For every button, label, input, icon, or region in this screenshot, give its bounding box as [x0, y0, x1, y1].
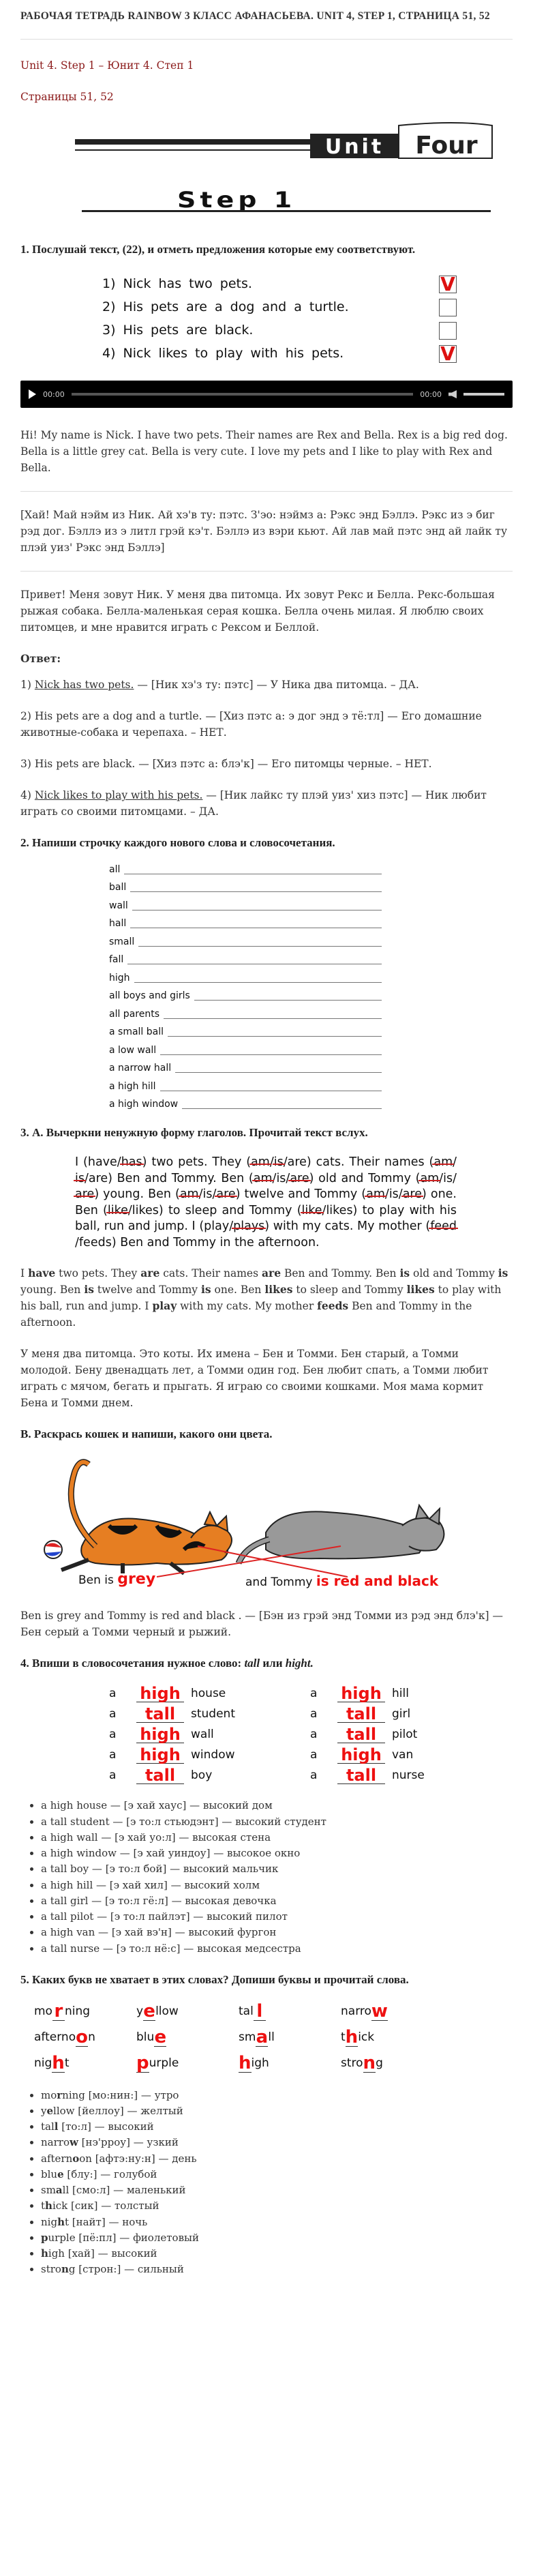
missing-letter: p — [136, 2052, 149, 2073]
word-line — [109, 1022, 513, 1041]
highlight-letter: o — [72, 2152, 80, 2165]
filled-word: high — [136, 1685, 184, 1702]
list-item: • small [смо:л] — маленький — [41, 2182, 513, 2198]
pages-link[interactable]: Страницы 51, 52 — [20, 91, 114, 104]
word-line — [109, 1040, 513, 1058]
checklist-text: 3) His pets are black. — [102, 323, 254, 338]
task5-exercise — [34, 1998, 513, 2073]
word-line — [109, 895, 513, 914]
noun: girl — [392, 1707, 411, 1721]
missing-letter: h — [345, 2026, 359, 2047]
word-label: all — [109, 863, 121, 875]
missing-letter: e — [143, 2000, 155, 2022]
cats-illustration — [20, 1451, 513, 1601]
list-item: • a tall nurse — [э то:л нё:с] — высокая медсестра — [41, 1941, 513, 1957]
task4-heading: 4. Впиши в словосочетания нужное слово: tall или hight. — [20, 1656, 314, 1670]
highlight-letter: n — [61, 2263, 69, 2276]
checklist-text: 1) Nick has two pets. — [102, 276, 252, 292]
word-label: a high hill — [109, 1080, 156, 1092]
divider — [20, 571, 513, 572]
unit-label: Unit — [324, 135, 384, 160]
page-title: РАБОЧАЯ ТЕТРАДЬ RAINBOW 3 КЛАСС АФАНАСЬЕВА. UNIT 4, STEP 1, СТРАНИЦА 51, 52 — [20, 10, 490, 22]
list-item: • thick [сик] — толстый — [41, 2198, 513, 2214]
list-item: • night [найт] — ночь — [41, 2215, 513, 2230]
answer-item: 1) Nick has two pets. — [Ник хэ'з ту: пэтс] — У Ника два питомца. – ДА. — [20, 679, 419, 692]
article: a — [109, 1728, 117, 1742]
highlight-letter: e — [46, 2104, 54, 2117]
divider — [20, 39, 513, 40]
ball-icon — [44, 1541, 62, 1558]
filled-word: tall — [337, 1767, 385, 1784]
text-transcription: [Хай! Май нэйм из Ник. Ай хэ'в ту: пэтс. З'эо: нэймз а: Рэкс энд Бэллэ. Рэкс из э биг рэд дог. Бэллэ из э литл грэй кэ'т. Бэллэ из вэри кьют. Ай лав май пэтс энд ай лайк ту плэй уиз' Рэкс энд Бэллэ] — [20, 509, 508, 554]
write-line — [164, 1018, 382, 1019]
text-translation: Привет! Меня зовут Ник. У меня два питомца. Их зовут Рекс и Белла. Рекс-большая рыжая собака. Белла-маленькая серая кошка. Белла очень милая. Я люблю своих питомцев, и мне нравится играть с Рексом и Беллой. — [20, 589, 495, 634]
noun: hill — [392, 1687, 409, 1701]
missing-letter-word: mo r ning — [34, 2000, 91, 2022]
highlight-letter: h — [41, 2247, 48, 2260]
phrase-row — [310, 1704, 425, 1724]
list-item: • a high wall — [э хай уо:л] — высокая стена — [41, 1830, 513, 1846]
tommy-label: and Tommy — [245, 1575, 313, 1589]
highlight-letter: h — [45, 2200, 52, 2212]
list-item: • a high van — [э хай вэ'н] — высокий фургон — [41, 1925, 513, 1940]
step-label: Step 1 — [177, 187, 296, 213]
word-label: hall — [109, 918, 127, 930]
word-label: a low wall — [109, 1044, 157, 1056]
audio-current-time: 00:00 — [43, 389, 65, 399]
noun: wall — [191, 1728, 214, 1742]
task3-exercise: I (have/has) two pets. They (am/is/are) cats. Their names (am/is/are) Ben and Tommy. Ben (am/is/are) old and Tommy (am/is/are) young. Ben (am/is/are) twelve and Tommy (am/is/are) one. Ben (like/likes) to sleep and Tommy (like/likes) to play with his ball, run and jump. I (play/plays) with my cats. My mother (feed/feeds) Ben and Tommy in the afternoon. — [75, 1155, 457, 1250]
filled-word: high — [337, 1747, 385, 1764]
task3-text-ru: У меня два питомца. Это коты. Их имена – Бен и Томми. Бен старый, а Томми молодой. Бену двенадцать лет, а Томми один год. Бен любит спать, а Томми любит играть с мячом, бегать и прыгать. Я играю со своими кошками. Моя мама кормит Бена и Томми днем. — [20, 1347, 489, 1409]
word-line — [109, 1004, 513, 1022]
noun: window — [191, 1748, 235, 1762]
four-label: Four — [415, 132, 478, 160]
word-line — [109, 1058, 513, 1077]
highlight-letter: h — [57, 2215, 65, 2228]
task2-word-lines — [109, 859, 513, 1112]
text-en: Hi! My name is Nick. I have two pets. Their names are Rex and Bella. Rex is a big red dog. Bella is a little grey cat. Bella is very cute. I love my pets and I like to play with Rex and Bella. — [20, 429, 508, 475]
checkbox[interactable] — [439, 299, 457, 316]
missing-letter-word: p urple — [136, 2052, 179, 2073]
missing-letter: e — [154, 2026, 167, 2047]
word-line — [109, 986, 513, 1005]
answer-underlined: Nick has two pets. — [34, 679, 134, 692]
answer-label: Ответ: — [20, 652, 61, 666]
write-line — [138, 946, 382, 947]
write-line — [175, 1072, 382, 1073]
filled-word: tall — [136, 1767, 184, 1784]
tommy-cat-icon — [239, 1505, 444, 1563]
word-line — [109, 859, 513, 878]
word-line — [109, 1095, 513, 1113]
noun: boy — [191, 1768, 213, 1783]
filled-word: tall — [337, 1726, 385, 1743]
task1-heading: 1. Послушай текст, (22), и отметь предложения которые ему соответствуют. — [20, 243, 416, 256]
missing-letter-word: afterno o n — [34, 2026, 95, 2047]
checklist-text: 2) His pets are a dog and a turtle. — [102, 299, 349, 315]
word-label: a high window — [109, 1099, 179, 1110]
tommy-color: is red and black — [316, 1572, 439, 1589]
word-line — [109, 968, 513, 986]
list-item: • a high hill — [э хай хил] — высокий холм — [41, 1878, 513, 1893]
phrase-row — [109, 1765, 235, 1786]
word-label: ball — [109, 882, 127, 893]
task4-exercise — [109, 1683, 513, 1786]
missing-letter-word: h igh — [239, 2052, 269, 2073]
write-line — [130, 891, 382, 892]
missing-letter-word: t h ick — [341, 2026, 375, 2047]
list-item: • tall [то:л] — высокий — [41, 2119, 513, 2135]
write-line — [182, 1108, 382, 1109]
task5-heading: 5. Каких букв не хватает в этих словах? Допиши буквы и прочитай слова. — [20, 1972, 409, 1986]
article: a — [310, 1687, 318, 1701]
missing-letter: h — [52, 2052, 65, 2073]
missing-letter: l — [254, 2002, 266, 2021]
volume-slider[interactable] — [463, 393, 504, 396]
unit-four-banner — [75, 120, 498, 161]
word-line — [109, 932, 513, 950]
answer-item: 3) His pets are black. — [Хиз пэтс а: блэ'к] — Его питомцы черные. – НЕТ. — [20, 758, 432, 771]
checklist-item — [102, 342, 457, 366]
missing-letter: n — [363, 2052, 376, 2073]
task3b-answer: Ben is grey and Tommy is red and black . — [Бэн из грэй энд Томми из рэд энд блэ'к] — Бен серый а Томми черный и рыжий. — [20, 1609, 504, 1638]
write-line — [134, 982, 382, 983]
word-line — [109, 914, 513, 932]
list-item: • a tall boy — [э то:л бой] — высокий мальчик — [41, 1861, 513, 1877]
audio-duration: 00:00 — [420, 389, 442, 399]
ben-cat-icon — [61, 1462, 232, 1573]
word-label: wall — [109, 900, 128, 911]
word-label: fall — [109, 954, 124, 966]
missing-letter-word: tal l — [239, 1998, 341, 2021]
checkbox[interactable]: V — [439, 345, 457, 363]
checklist-text: 4) Nick likes to play with his pets. — [102, 346, 344, 361]
noun: student — [191, 1707, 235, 1721]
list-item: • a tall student — [э то:л стьюдэнт] — высокий студент — [41, 1814, 513, 1830]
list-item: • strong [строн:] — сильный — [41, 2262, 513, 2277]
missing-letter-word: nig h t — [34, 2052, 70, 2073]
task3-text-en: I have two pets. They are cats. Their names are Ben and Tommy. Ben is old and Tommy is young. Ben is twelve and Tommy is one. Ben likes to sleep and Tommy likes to play with his ball, run and jump. I play with my cats. My mother feeds Ben and Tommy in the afternoon. — [20, 1266, 508, 1329]
missing-letter-word: blu e — [136, 2026, 167, 2047]
phrase-row — [109, 1745, 235, 1765]
answers-list — [20, 677, 513, 820]
noun: house — [191, 1687, 226, 1701]
highlight-letter: w — [69, 2136, 78, 2149]
list-item: • a high window — [э хай уиндоу] — высокое окно — [41, 1846, 513, 1861]
filled-word: tall — [136, 1706, 184, 1723]
filled-word: high — [136, 1726, 184, 1743]
article: a — [109, 1748, 117, 1762]
article: a — [310, 1707, 318, 1721]
highlight-letter: e — [57, 2167, 64, 2180]
phrase-row — [310, 1745, 425, 1765]
audio-player[interactable] — [20, 381, 513, 408]
missing-letter-word: y e llow — [136, 2000, 179, 2022]
checklist-item — [102, 273, 457, 296]
answer-item: 4) Nick likes to play with his pets. — [Ник лайкс ту плэй уиз' хиз пэтс] — Ник любит играть со своими питомцами. – ДА. — [20, 789, 487, 818]
highlight-letter: l — [54, 2120, 59, 2133]
missing-letter-word: sm a ll — [239, 2026, 275, 2047]
volume-icon[interactable] — [448, 390, 457, 398]
article: a — [310, 1748, 318, 1762]
answer-item: 2) His pets are a dog and a turtle. — [Хиз пэтс а: э дог энд э тё:тл] — Его домашние животные-собака и черепаха. – НЕТ. — [20, 710, 482, 739]
list-item: • a tall girl — [э то:л гё:л] — высокая девочка — [41, 1893, 513, 1909]
divider — [20, 491, 513, 492]
phrase-row — [109, 1704, 235, 1724]
missing-letter: h — [239, 2052, 252, 2073]
list-item: • afternoon [афтэ:ну:н] — день — [41, 2151, 513, 2167]
write-line — [132, 910, 382, 911]
task5-list — [41, 2088, 513, 2278]
noun: nurse — [392, 1768, 425, 1783]
phrase-row — [109, 1724, 235, 1745]
filled-word: tall — [337, 1706, 385, 1723]
missing-letter: o — [76, 2026, 89, 2047]
ben-color: grey — [117, 1570, 156, 1588]
phrase-row — [310, 1724, 425, 1745]
checklist-item — [102, 319, 457, 342]
list-item: • morning [мо:нин:] — утро — [41, 2088, 513, 2103]
list-item: • a tall pilot — [э то:л пайлэт] — высокий пилот — [41, 1909, 513, 1925]
word-line — [109, 878, 513, 896]
play-icon[interactable] — [29, 389, 36, 399]
article: a — [310, 1768, 318, 1783]
checkbox[interactable]: V — [439, 276, 457, 293]
word-label: all parents — [109, 1008, 159, 1020]
highlight-letter: a — [55, 2184, 63, 2197]
article: a — [310, 1728, 318, 1742]
list-item: • yellow [йеллоу] — желтый — [41, 2103, 513, 2119]
task1-checklist — [102, 273, 513, 366]
task4-list — [41, 1798, 513, 1957]
phrase-row — [310, 1765, 425, 1786]
word-line — [109, 950, 513, 968]
list-item: • high [хай] — высокий — [41, 2246, 513, 2262]
article: a — [109, 1768, 117, 1783]
task3-heading: 3. А. Вычеркни ненужную форму глаголов. Прочитай текст вслух. — [20, 1126, 368, 1140]
word-label: all boys and girls — [109, 990, 190, 1002]
step-underline — [82, 210, 491, 212]
checklist-item — [102, 296, 457, 319]
write-line — [194, 1000, 382, 1001]
list-item: • purple [пё:пл] — фиолетовый — [41, 2230, 513, 2246]
filled-word: high — [337, 1685, 385, 1702]
missing-letter: a — [256, 2026, 269, 2047]
list-item: • blue [блу:] — голубой — [41, 2167, 513, 2182]
word-label: high — [109, 972, 130, 983]
phrase-row — [310, 1683, 425, 1704]
unit-banner — [20, 120, 513, 229]
missing-letter: w — [371, 2000, 388, 2022]
missing-letter-word: narro w — [341, 2000, 388, 2022]
highlight-letter: p — [41, 2231, 48, 2244]
noun: van — [392, 1748, 414, 1762]
answer-underlined: Nick likes to play with his pets. — [34, 789, 203, 802]
audio-progress-bar[interactable] — [72, 393, 414, 396]
article: a — [109, 1687, 117, 1701]
list-item: • narrow [нэ'рроу] — узкий — [41, 2135, 513, 2150]
phrase-row — [109, 1683, 235, 1704]
list-item: • a high house — [э хай хаус] — высокий дом — [41, 1798, 513, 1813]
task3b-heading: В. Раскрась кошек и напиши, какого они цвета. — [20, 1427, 273, 1440]
noun: pilot — [392, 1728, 418, 1742]
missing-letter-word: stro n g — [341, 2052, 383, 2073]
missing-letter: r — [52, 2002, 65, 2021]
write-line — [168, 1036, 382, 1037]
word-label: small — [109, 936, 135, 947]
unit-link[interactable]: Unit 4. Step 1 – Юнит 4. Степ 1 — [20, 59, 194, 72]
word-label: a small ball — [109, 1026, 164, 1038]
word-label: a narrow hall — [109, 1063, 172, 1074]
highlight-letter: r — [57, 2088, 63, 2101]
task2-heading: 2. Напиши строчку каждого нового слова и словосочетания. — [20, 836, 335, 850]
filled-word: high — [136, 1747, 184, 1764]
checkbox[interactable] — [439, 322, 457, 340]
write-line — [160, 1054, 382, 1055]
article: a — [109, 1707, 117, 1721]
word-line — [109, 1076, 513, 1095]
ben-label: Ben is — [78, 1573, 114, 1587]
